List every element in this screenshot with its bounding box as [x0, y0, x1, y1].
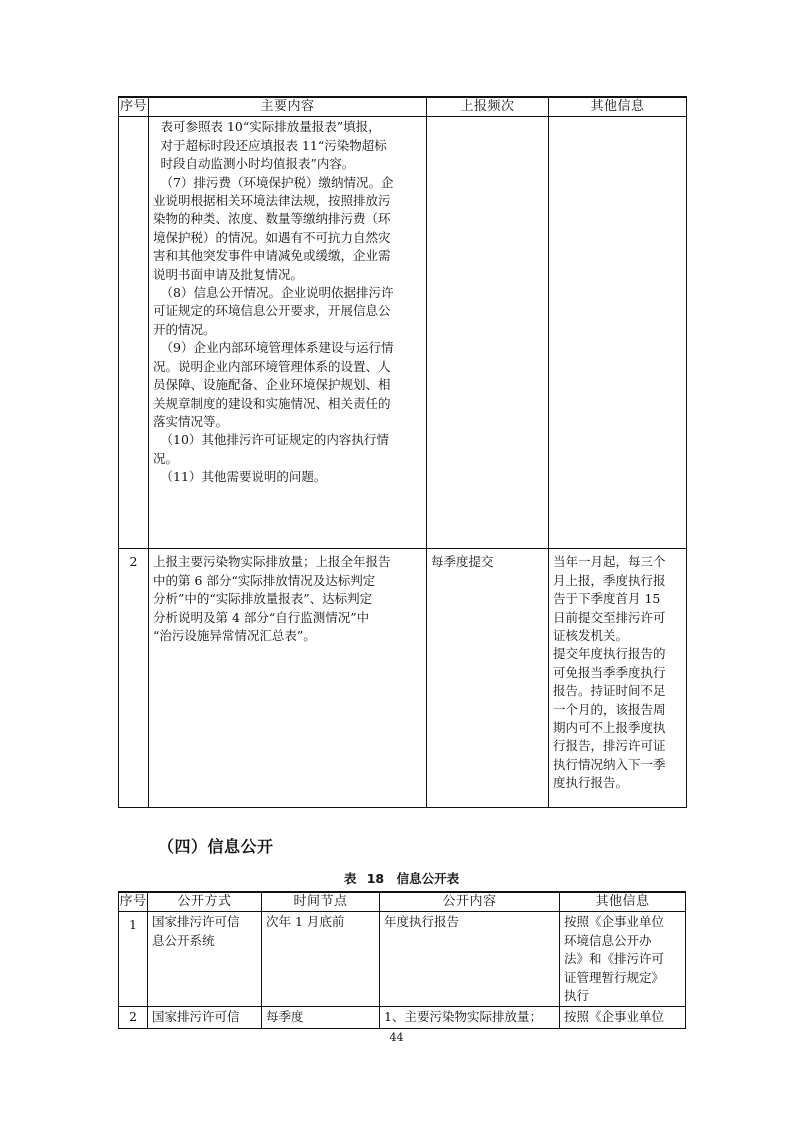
content-line: 时段自动监测小时均值报表”内容。 — [160, 156, 355, 172]
content-line: 对于超标时段还应填报表 11“污染物超标 — [160, 137, 387, 153]
other-line: 期内可不上报季度执 — [553, 720, 666, 736]
other-line: 法》和《排污许可 — [564, 951, 665, 967]
content-line: 员保障、设施配备、企业环境保护规划、相 — [153, 377, 391, 393]
other-line: 执行情况纳入下一季 — [553, 756, 666, 772]
content-line: （7）排污费（环境保护税）缴纳情况。企 — [160, 174, 394, 190]
table-row — [119, 117, 687, 549]
content-line: 况。 — [153, 450, 179, 466]
content-line: （9）企业内部环境管理体系建设与运行情 — [160, 340, 394, 356]
header-other-info: 其他信息 — [560, 892, 686, 912]
content-line: 上报主要污染物实际排放量；上报全年报告 — [153, 554, 391, 570]
header-no: 序号 — [119, 892, 148, 912]
table-row — [119, 549, 687, 808]
page-number: 44 — [389, 1031, 404, 1044]
header-method: 公开方式 — [148, 892, 262, 912]
row-time: 次年 1 月底前 — [262, 912, 380, 1007]
content-line: 可证规定的环境信息公开要求，开展信息公 — [153, 303, 391, 319]
row-frequency: 每季度提交 — [427, 549, 549, 808]
content-line: （10）其他排污许可证规定的内容执行情 — [160, 432, 389, 448]
other-line: 日前提交至排污许可 — [553, 609, 666, 625]
row-content: 年度执行报告 — [380, 912, 560, 1007]
other-line: 告于下季度首月 15 — [553, 591, 661, 607]
content-line: 境保护税）的情况。如遇有不可抗力自然灾 — [153, 229, 391, 245]
content-line: 况。说明企业内部环境管理体系的设置、人 — [153, 358, 391, 374]
row-method: 国家排污许可信 — [148, 1007, 262, 1028]
content-line: “治污设施异常情况汇总表”。 — [153, 628, 316, 644]
other-line: 按照《企事业单位 — [564, 914, 665, 930]
section-heading: （四）信息公开 — [158, 837, 274, 856]
other-line: 执行 — [564, 988, 590, 1004]
content-line: 开的情况。 — [153, 321, 216, 337]
other-line: 行报告，排污许可证 — [553, 738, 666, 754]
header-content: 公开内容 — [380, 892, 560, 912]
other-line: 度执行报告。 — [553, 775, 629, 791]
header-no: 序号 — [119, 97, 149, 117]
header-time: 时间节点 — [262, 892, 380, 912]
table-header-row — [119, 97, 687, 117]
row-other-info — [549, 117, 687, 549]
content-line: 分析”中的“实际排放量报表”、达标判定 — [153, 591, 373, 607]
other-line: 一个月的，该报告周 — [553, 701, 666, 717]
row-frequency — [427, 117, 549, 549]
table-row — [119, 1007, 686, 1028]
table-row — [119, 912, 686, 1007]
other-line: 证管理暂行规定》 — [564, 969, 665, 985]
row-method — [148, 912, 262, 1007]
content-line: 表可参照表 10“实际排放量报表”填报， — [160, 119, 381, 135]
row-no: 2 — [119, 1007, 148, 1028]
content-line: 分析说明及第 4 部分“自行监测情况”中 — [153, 609, 370, 625]
row-no: 1 — [119, 912, 148, 1007]
content-line: （8）信息公开情况。企业说明依据排污许 — [160, 285, 394, 301]
header-other-info: 其他信息 — [549, 97, 687, 117]
content-line: 落实情况等。 — [153, 413, 229, 429]
content-line: 关规章制度的建设和实施情况、相关责任的 — [153, 395, 391, 411]
content-line: （11）其他需要说明的问题。 — [160, 469, 327, 485]
content-line: 业说明根据相关环境法律法规，按照排放污 — [153, 193, 391, 209]
other-line: 证核发机关。 — [553, 628, 629, 644]
content-line: 害和其他突发事件申请减免或缓缴，企业需 — [153, 248, 391, 264]
row-other-info: 按照《企事业单位 — [560, 1007, 686, 1028]
row-content: 1、主要污染物实际排放量； — [380, 1007, 560, 1028]
content-line: 说明书面申请及批复情况。 — [153, 266, 304, 282]
content-line: 染物的种类、浓度、数量等缴纳排污费（环 — [153, 211, 391, 227]
content-line: 中的第 6 部分“实际排放情况及达标判定 — [153, 572, 376, 588]
table-header-row — [119, 892, 686, 912]
header-main-content: 主要内容 — [149, 97, 427, 117]
row-other-info — [549, 549, 687, 808]
method-line: 息公开系统 — [152, 932, 215, 948]
row-no: 2 — [119, 549, 149, 808]
other-line: 提交年度执行报告的 — [553, 646, 666, 662]
info-disclosure-table — [118, 891, 686, 1029]
row-no — [119, 117, 149, 549]
other-line: 环境信息公开办 — [564, 932, 652, 948]
row-time: 每季度 — [262, 1007, 380, 1028]
row-main-content — [149, 117, 427, 549]
row-main-content — [149, 549, 427, 808]
other-line: 月上报，季度执行报 — [553, 572, 666, 588]
other-line: 可免报当季季度执行 — [553, 664, 666, 680]
method-line: 国家排污许可信 — [152, 914, 240, 930]
reporting-content-table — [118, 96, 687, 808]
other-line: 当年一月起，每三个 — [553, 554, 666, 570]
header-frequency: 上报频次 — [427, 97, 549, 117]
table-caption: 表 18 信息公开表 — [343, 871, 460, 886]
row-other-info — [560, 912, 686, 1007]
other-line: 报告。持证时间不足 — [553, 683, 666, 699]
